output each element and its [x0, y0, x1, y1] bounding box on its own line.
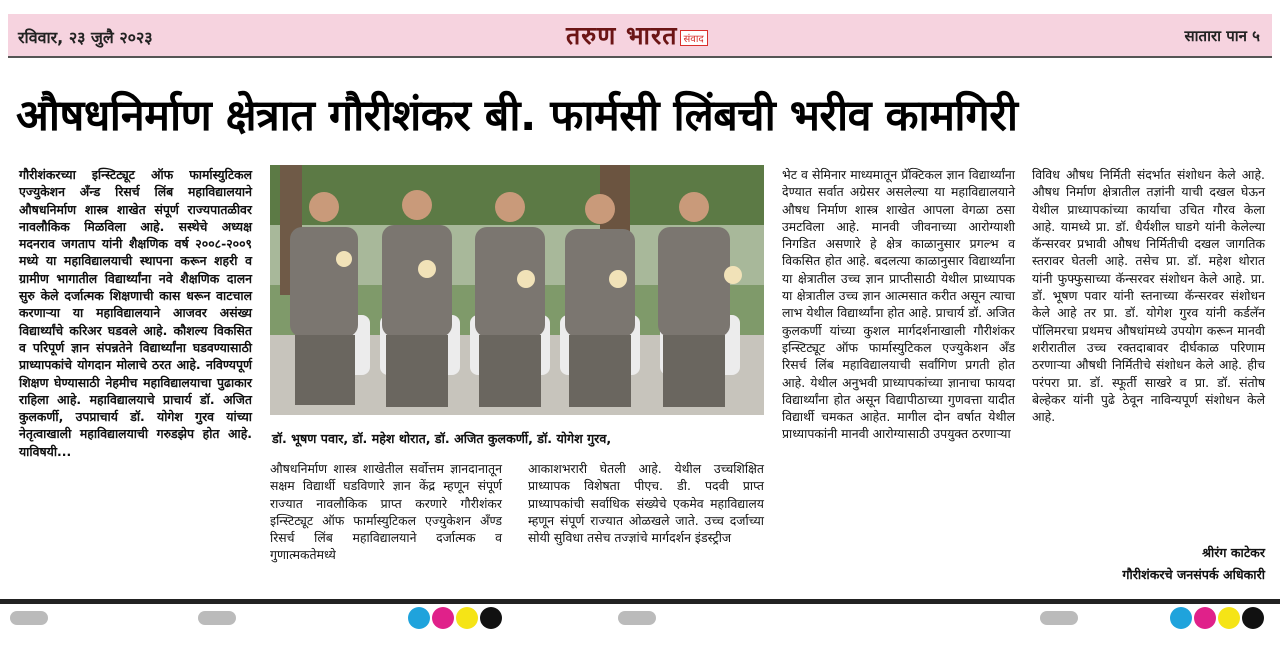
- color-dot-magenta: [1194, 607, 1216, 629]
- registration-mark: [198, 611, 236, 625]
- issue-date: रविवार, २३ जुलै २०२३: [18, 28, 153, 47]
- article-column-4: भेट व सेमिनार माध्यमातून प्रॅक्टिकल ज्ञान विद्यार्थ्यांना देण्यात सर्वात अग्रेसर असलेल्या या महाविद्यालयाने औषध निर्माण शास्त्र शाखेत आपला वेगळा ठसा उमटविला आहे. मानवी जीवनाच्या आरोग्याशी निगडित असणारे हे क्षेत्र काळानुसार प्रगल्भ व विकसित होत आहे. बदलत्या काळानुसार विद्यार्थ्यांना या क्षेत्रातील उच्च ज्ञान प्राप्तीसाठी येथील प्राध्यापक या क्षेत्रातील उच्च ज्ञान आत्मसात करीत असून त्याचा लाभ येथील विद्यार्थ्यांना होत आहे. प्राचार्य डॉ. अजित कुलकर्णी यांच्या कुशल मार्गदर्शनाखाली गौरीशंकर इन्स्टिट्यूट ऑफ फार्मास्युटिकल एज्युकेशन अँड रिसर्च लिंब महाविद्यालयाची सर्वांगिण प्रगती होत आहे. येथील अनुभवी प्राध्यापकांच्या ज्ञानाचा फायदा विद्यार्थ्यांना होत असून विद्यापीठाच्या गुणवत्ता यादीत विद्यार्थी चमकत आहेत. मागील दोन वर्षात येथील प्राध्यापकांनी मानवी आरोग्यासाठी उपयुक्त ठरणाऱ्या: [782, 167, 1015, 442]
- author-name: श्रीरंग काटेकर: [1202, 545, 1265, 560]
- color-dot-black: [480, 607, 502, 629]
- color-dot-cyan: [408, 607, 430, 629]
- masthead-logo: [566, 18, 708, 52]
- group-photo-illustration: [270, 165, 764, 415]
- registration-mark: [10, 611, 48, 625]
- masthead-tag: संवाद: [680, 30, 708, 46]
- article-column-5: विविध औषध निर्मिती संदर्भात संशोधन केले आहे. औषध निर्माण क्षेत्रातील तज्ञांनी याची दखल घेऊन येथील प्राध्यापकांच्या कार्याचा उचित गौरव केला आहे. यामध्ये प्रा. डॉ. धैर्यशील घाडगे यांनी केलेल्या कॅन्सरवर प्रभावी औषध निर्मितीची दखल जागतिक स्तरावर घेतली आहे. तसेच प्रा. डॉ. महेश थोरात यांनी फुफ्फुसाच्या कॅन्सरवर संशोधन केले आहे. प्रा. डॉ. भूषण पवार यांनी स्तनाच्या कॅन्सरवर संशोधन केले आहे तर प्रा. डॉ. योगेश गुरव यांनी कर्डलॅन पॉलिमरचा प्रथमच औषधांमध्ये उपयोग करून मानवी शरीरातील उच्च रक्तदाबावर दीर्घकाळ परिणाम ठरणाऱ्या औषधी निर्मितीचे संशोधन केले आहे. हीच परंपरा प्रा. डॉ. स्फूर्ती साखरे व प्रा. डॉ. संतोष बेल्हेकर यांनी पुढे ठेवून नाविन्यपूर्ण संशोधन केले आहे.: [1032, 167, 1265, 425]
- author-title: गौरीशंकरचे जनसंपर्क अधिकारी: [1122, 567, 1265, 582]
- article-column-1: गौरीशंकरच्या इन्स्टिट्यूट ऑफ फार्मास्युटिकल एज्युकेशन अँन्ड रिसर्च लिंब महाविद्यालयाने औषधनिर्माण शास्त्र शाखेत संपूर्ण राज्यपातळीवर नावलौकिक मिळविला आहे. सस्थेचे अध्यक्ष मदनराव जगताप यांनी शैक्षणिक वर्ष २००८-२००९ मध्ये या महाविद्यालयाची स्थापना करून शहरी व ग्रामीण भागातील विद्यार्थ्यांना नवे शैक्षणिक दालन सुरु केले दर्जात्मक शिक्षणाची कास धरून वाटचाल करणाऱ्या या महाविद्यालयाने आजवर असंख्य विद्यार्थ्यांचे करिअर घडवले आहे. कौशल्य विकसित व परिपूर्ण ज्ञान संपन्नतेने विद्यार्थ्यांना घडवण्यासाठी प्राध्यापकांचे योगदान मोलाचे ठरत आहे. नविण्यपूर्ण शिक्षण घेण्यासाठी नेहमीच महाविद्यालयाचा पुढाकार राहिला आहे. महाविद्यालयाचे प्राचार्य डॉ. अजित कुलकर्णी, उपप्राचार्य डॉ. योगेश गुरव यांच्या नेतृत्वाखाली महाविद्यालयाची गरुडझेप होत आहे. याविषयी...: [19, 167, 252, 459]
- article-column-2: औषधनिर्माण शास्त्र शाखेतील सर्वोत्तम ज्ञानदानातून सक्षम विद्यार्थी घडविणारे ज्ञान केंद्र म्हणून संपूर्ण राज्यात नावलौकिक प्राप्त करणारे गौरीशंकर इन्स्टिट्यूट ऑफ फार्मास्युटिकल एज्युकेशन अँण्ड रिसर्च लिंब महाविद्यालयाने दर्जात्मक व गुणात्मकतेमध्ये: [270, 461, 502, 563]
- color-dot-cyan: [1170, 607, 1192, 629]
- color-dot-yellow: [1218, 607, 1240, 629]
- group-photo: [270, 165, 764, 415]
- registration-mark: [618, 611, 656, 625]
- photo-caption: डॉ. भूषण पवार, डॉ. महेश थोरात, डॉ. अजित कुलकर्णी, डॉ. योगेश गुरव,: [272, 431, 612, 446]
- color-dot-magenta: [432, 607, 454, 629]
- color-dot-yellow: [456, 607, 478, 629]
- footer-rule: [0, 599, 1280, 604]
- page-label: सातारा पान ५: [1184, 27, 1260, 45]
- registration-mark: [1040, 611, 1078, 625]
- article-headline: औषधनिर्माण क्षेत्रात गौरीशंकर बी. फार्मसी लिंबची भरीव कामगिरी: [16, 91, 1018, 141]
- masthead-name: तरुण भारत: [566, 21, 678, 50]
- page-footer: [0, 596, 1280, 657]
- article-column-3: आकाशभरारी घेतली आहे. येथील उच्चशिक्षित प्राध्यापक विशेषता पीएच. डी. पदवी प्राप्त प्राध्यापकांची सर्वाधिक संख्येचे एकमेव महाविद्यालय म्हणून संपूर्ण राज्यात ओळखले जाते. उच्च दर्जाच्या सोयी सुविधा तसेच तज्ज्ञांचे मार्गदर्शन इंडस्ट्रीज: [528, 461, 764, 546]
- color-dot-black: [1242, 607, 1264, 629]
- author-credit: [1032, 542, 1265, 586]
